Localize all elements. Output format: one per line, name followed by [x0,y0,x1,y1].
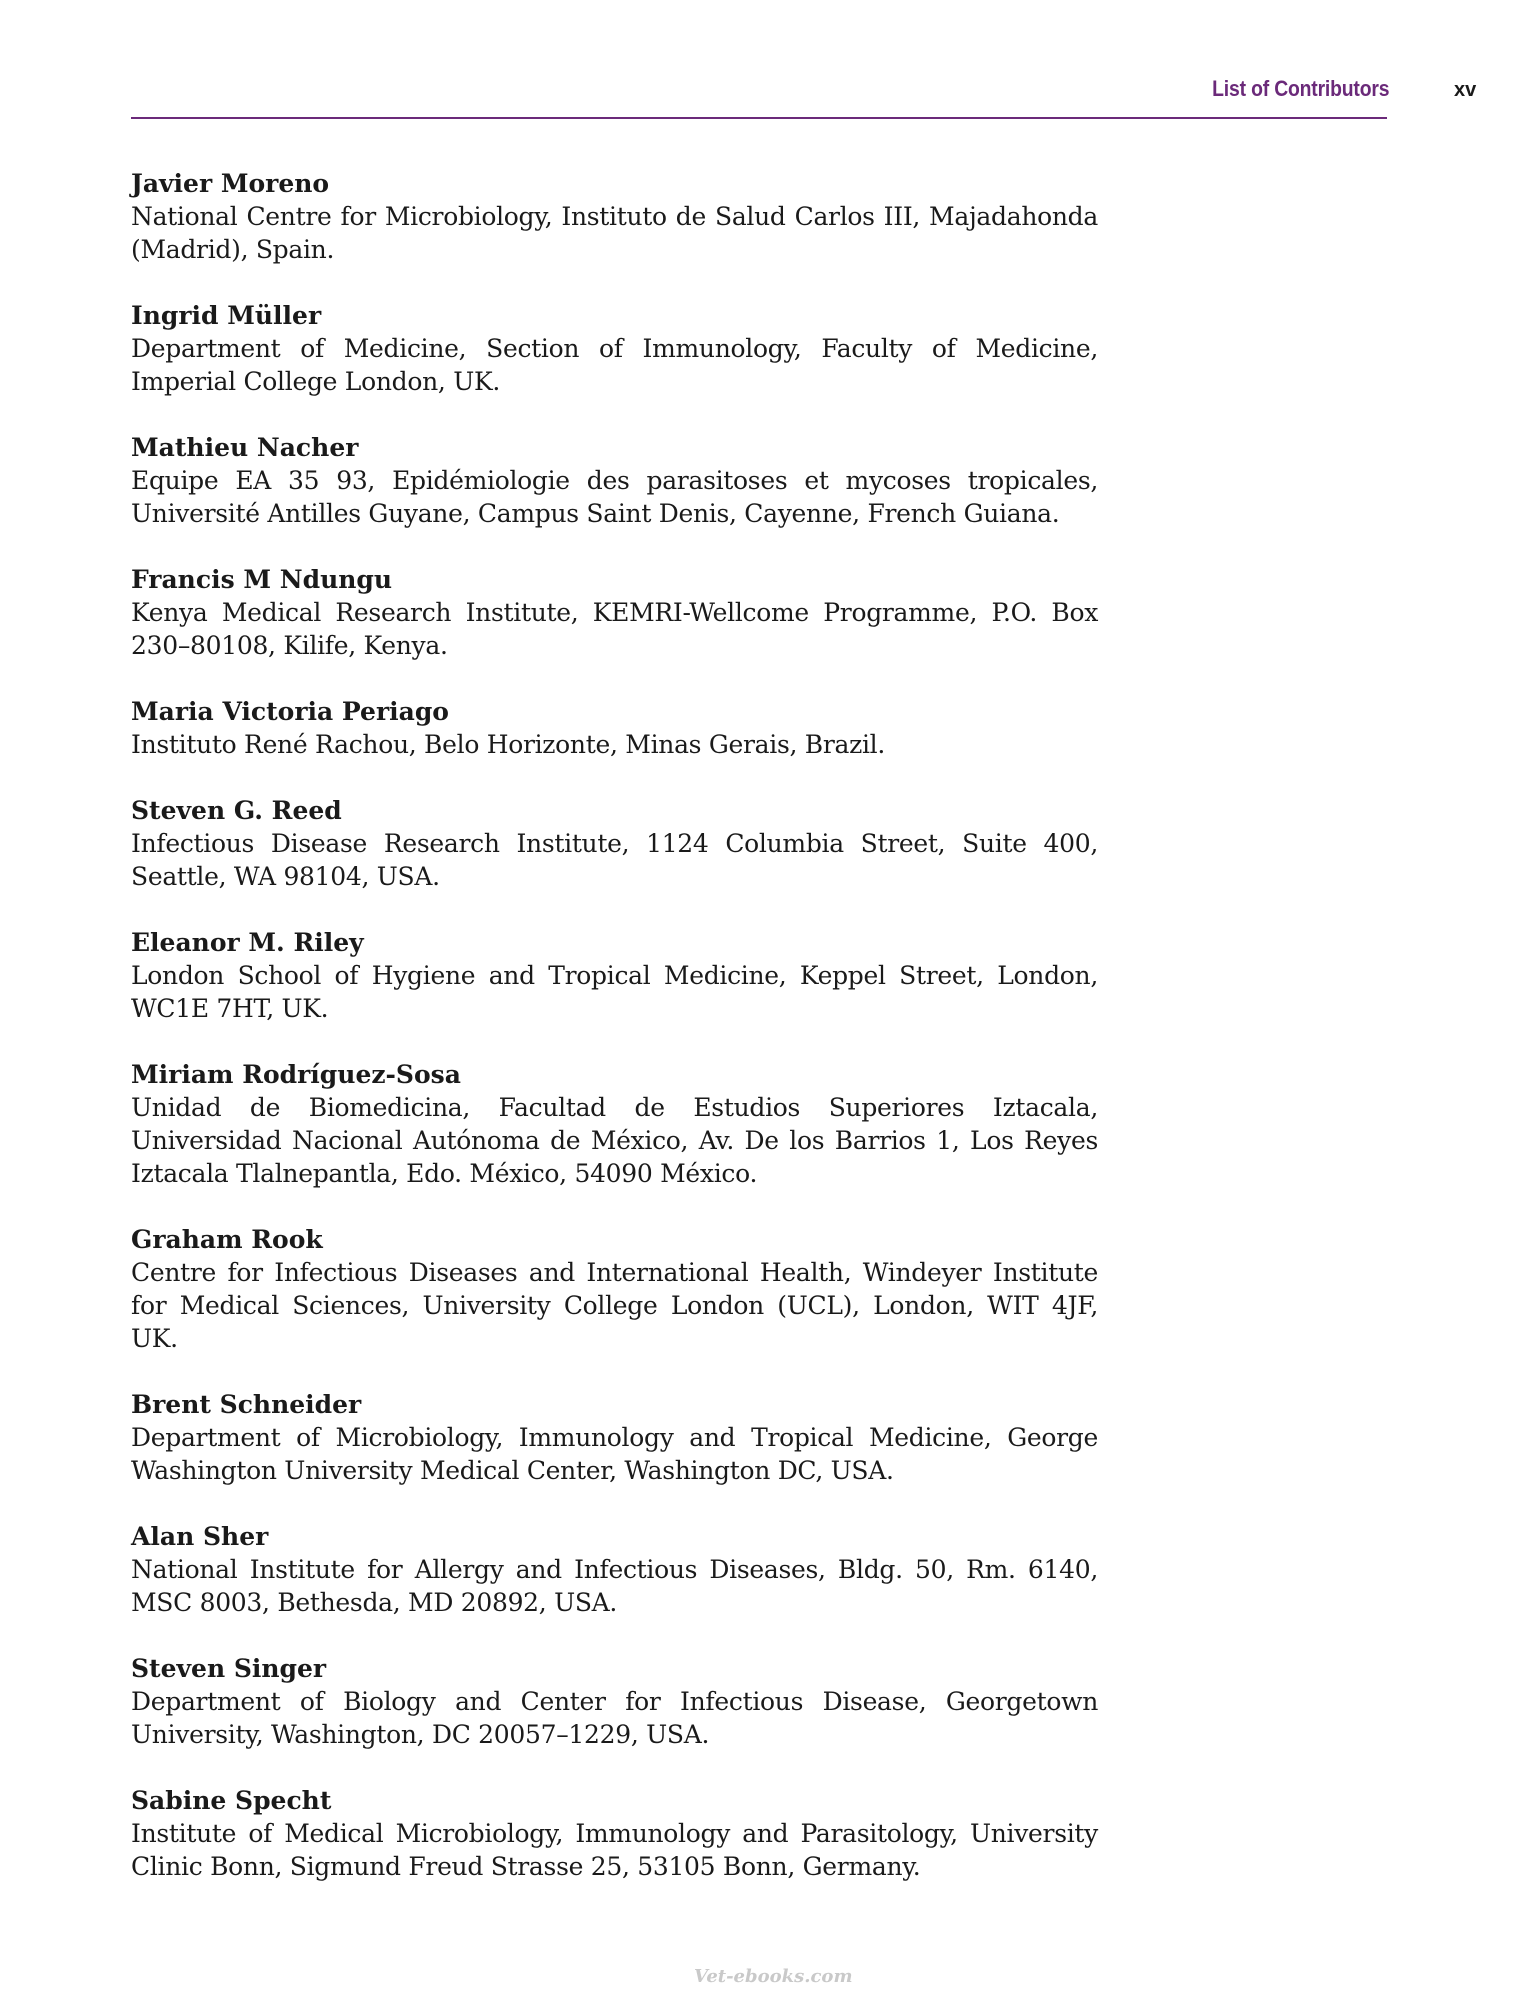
contributor-entry [131,299,1098,398]
contributor-entry [131,695,1098,761]
contributor-entry [131,167,1098,266]
contributor-entry [131,1223,1098,1355]
contributor-affiliation: Infectious Disease Research Institute, 1124 Columbia Street, Suite 400, Seattle, WA 98104, USA. [131,829,1098,891]
contributor-entry [131,431,1098,530]
contributor-affiliation: National Centre for Microbiology, Instituto de Salud Carlos III, Majadahonda (Madrid), Spain. [131,202,1098,264]
contributor-affiliation: Department of Microbiology, Immunology and Tropical Medicine, George Washington University Medical Center, Washington DC, USA. [131,1423,1098,1485]
contributor-name: Steven Singer [131,1654,327,1683]
contributor-entry [131,1058,1098,1190]
contributor-list [131,167,1098,1916]
contributor-affiliation: Institute of Medical Microbiology, Immunology and Parasitology, University Clinic Bonn, Sigmund Freud Strasse 25, 53105 Bonn, Germany. [131,1819,1098,1881]
contributor-affiliation: London School of Hygiene and Tropical Medicine, Keppel Street, London, WC1E 7HT, UK. [131,961,1098,1023]
contributor-name: Javier Moreno [131,169,330,198]
contributor-affiliation: Centre for Infectious Diseases and International Health, Windeyer Institute for Medical Sciences, University College London (UCL), London, WIT 4JF, UK. [131,1258,1098,1353]
contributor-entry [131,794,1098,893]
contributor-name: Ingrid Müller [131,301,322,330]
contributor-affiliation: Kenya Medical Research Institute, KEMRI-Wellcome Programme, P.O. Box 230–80108, Kilife, Kenya. [131,598,1098,660]
contributor-affiliation: Unidad de Biomedicina, Facultad de Estudios Superiores Iztacala, Universidad Nacional Autónoma de México, Av. De los Barrios 1, Los Reyes Iztacala Tlalnepantla, Edo. México, 54090 México. [131,1093,1098,1188]
header-divider [131,117,1387,119]
contributor-name: Graham Rook [131,1225,323,1254]
contributor-name: Miriam Rodríguez-Sosa [131,1060,461,1089]
contributor-name: Sabine Specht [131,1786,332,1815]
watermark-logo: Vet-ebooks.com [694,1966,853,1987]
contributor-entry [131,1520,1098,1619]
contributor-name: Francis M Ndungu [131,565,393,594]
contributor-entry [131,926,1098,1025]
contributor-name: Brent Schneider [131,1390,362,1419]
page-number: xv [1454,79,1477,101]
contributor-name: Eleanor M. Riley [131,928,364,957]
contributor-entry [131,1652,1098,1751]
running-header-title: List of Contributors [1211,76,1389,101]
contributor-entry [131,1388,1098,1487]
contributor-entry [131,1784,1098,1883]
contributor-name: Alan Sher [131,1522,269,1551]
contributor-name: Maria Victoria Periago [131,697,449,726]
contributor-affiliation: Equipe EA 35 93, Epidémiologie des parasitoses et mycoses tropicales, Université Antilles Guyane, Campus Saint Denis, Cayenne, French Guiana. [131,466,1098,528]
contributor-affiliation: National Institute for Allergy and Infectious Diseases, Bldg. 50, Rm. 6140, MSC 8003, Bethesda, MD 20892, USA. [131,1555,1098,1617]
contributor-affiliation: Instituto René Rachou, Belo Horizonte, Minas Gerais, Brazil. [131,730,886,759]
contributor-name: Mathieu Nacher [131,433,359,462]
contributor-affiliation: Department of Biology and Center for Infectious Disease, Georgetown University, Washington, DC 20057–1229, USA. [131,1687,1098,1749]
contributor-entry [131,563,1098,662]
contributor-name: Steven G. Reed [131,796,342,825]
contributor-affiliation: Department of Medicine, Section of Immunology, Faculty of Medicine, Imperial College London, UK. [131,334,1098,396]
